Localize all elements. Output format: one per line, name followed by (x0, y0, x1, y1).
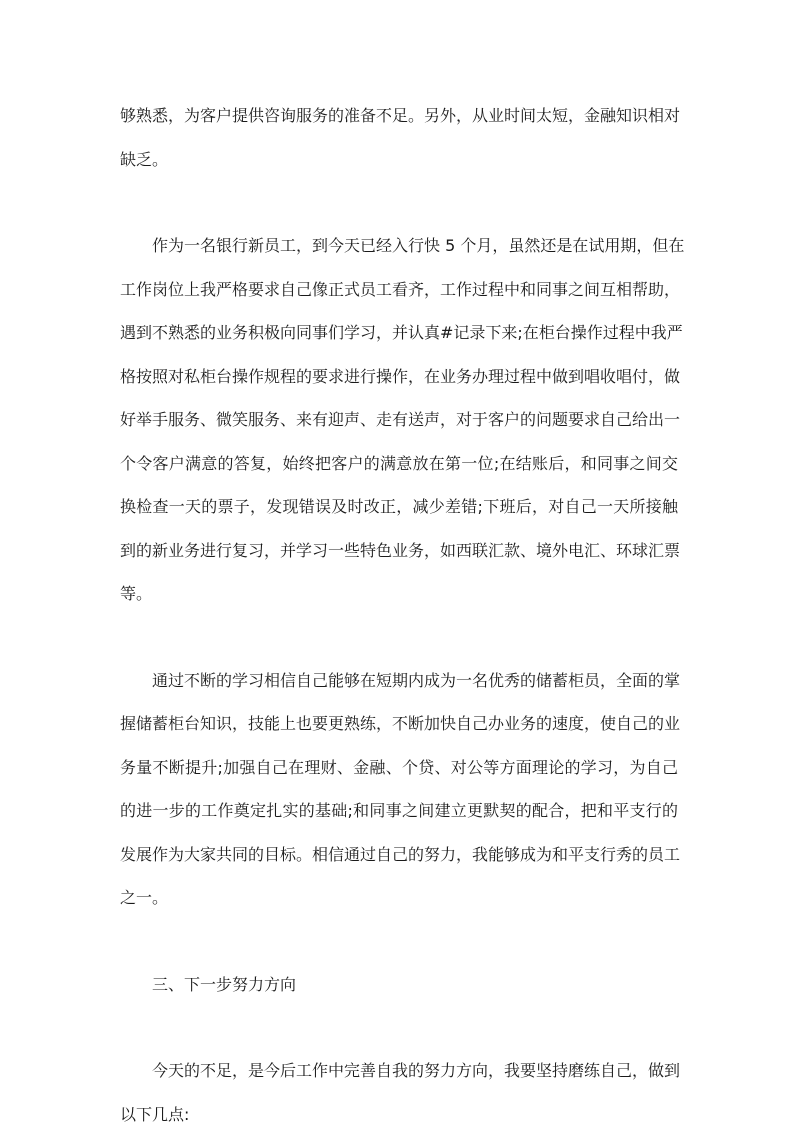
text-line: 好举手服务、微笑服务、来有迎声、走有送声，对于客户的问题要求自己给出一 (120, 398, 678, 442)
paragraph-gap (120, 181, 678, 224)
text-line: 握储蓄柜台知识，技能上也要更熟练，不断加快自己办业务的速度，使自己的业 (120, 702, 678, 746)
paragraph-2 (120, 224, 678, 616)
paragraph-gap (120, 1006, 678, 1049)
paragraph-3 (120, 659, 678, 920)
document-page (120, 94, 678, 1136)
text-line: 作为一名银行新员工，到今天已经入行快 5 个月，虽然还是在试用期，但在 (120, 224, 678, 268)
text-line: 通过不断的学习相信自己能够在短期内成为一名优秀的储蓄柜员，全面的掌 (120, 659, 678, 703)
text-line: 到的新业务进行复习，并学习一些特色业务，如西联汇款、境外电汇、环球汇票 (120, 529, 678, 573)
text-line: 够熟悉，为客户提供咨询服务的准备不足。另外，从业时间太短，金融知识相对 (120, 94, 678, 138)
text-line: 个令客户满意的答复，始终把客户的满意放在第一位;在结账后，和同事之间交 (120, 442, 678, 486)
text-line: 的进一步的工作奠定扎实的基础;和同事之间建立更默契的配合，把和平支行的 (120, 789, 678, 833)
text-line: 三、下一步努力方向 (120, 963, 678, 1007)
paragraph-1 (120, 94, 678, 181)
text-line: 等。 (120, 572, 678, 616)
text-line: 缺乏。 (120, 138, 678, 182)
paragraph-gap (120, 920, 678, 963)
paragraph-gap (120, 616, 678, 659)
text-line: 今天的不足，是今后工作中完善自我的努力方向，我要坚持磨练自己，做到 (120, 1049, 678, 1093)
text-line: 之一。 (120, 876, 678, 920)
text-line: 发展作为大家共同的目标。相信通过自己的努力，我能够成为和平支行秀的员工 (120, 833, 678, 877)
text-line: 务量不断提升;加强自己在理财、金融、个贷、对公等方面理论的学习，为自己 (120, 746, 678, 790)
text-line: 遇到不熟悉的业务积极向同事们学习，并认真#记录下来;在柜台操作过程中我严 (120, 311, 678, 355)
text-line: 工作岗位上我严格要求自己像正式员工看齐，工作过程中和同事之间互相帮助， (120, 268, 678, 312)
text-line: 以下几点: (120, 1093, 678, 1136)
text-line: 换检查一天的票子，发现错误及时改正，减少差错;下班后，对自己一天所接触 (120, 485, 678, 529)
section-heading (120, 963, 678, 1007)
text-line: 格按照对私柜台操作规程的要求进行操作，在业务办理过程中做到唱收唱付，做 (120, 355, 678, 399)
